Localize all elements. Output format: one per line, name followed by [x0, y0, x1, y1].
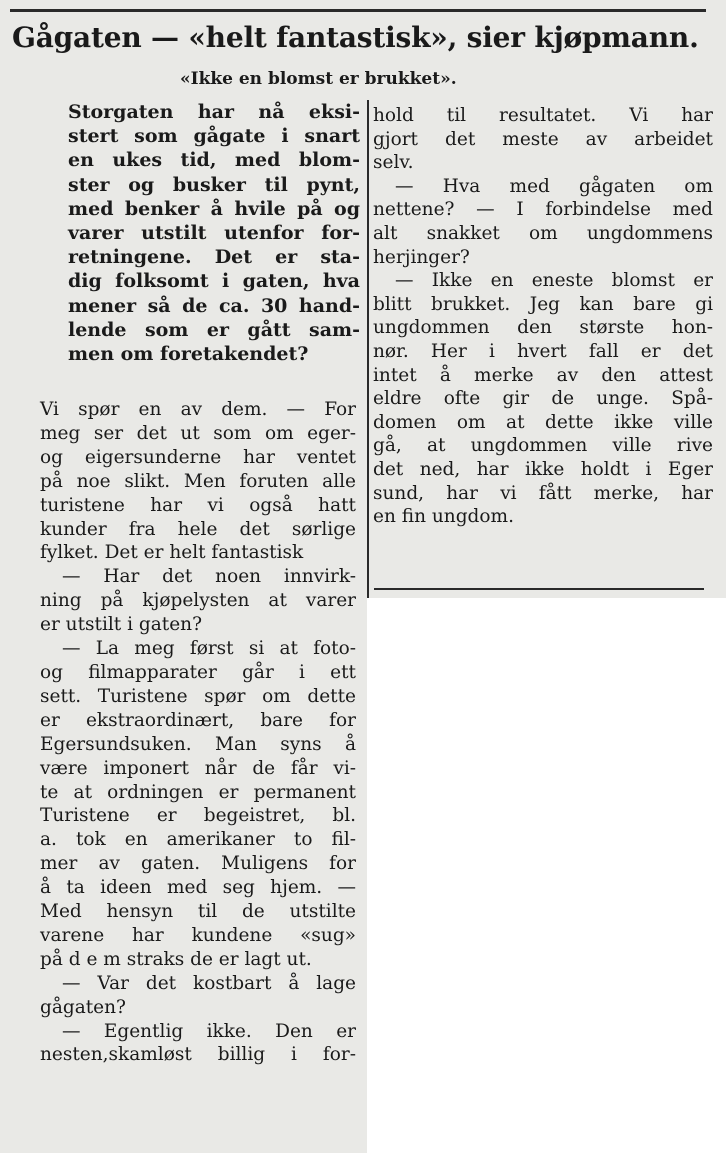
body-line: på d e m straks de er lagt ut. — [40, 948, 312, 970]
lead-line: retningene. Det er sta- — [68, 246, 360, 269]
body-line: — Hva med gågaten om — [395, 175, 713, 197]
lead-line: varer utstilt utenfor for- — [68, 222, 360, 245]
body-line: — Egentlig ikke. Den er — [62, 1020, 356, 1042]
body-line: domen om at dette ikke ville — [373, 411, 713, 433]
lead-line: med benker å hvile på og — [68, 197, 360, 220]
body-line: gå, at ungdommen ville rive — [373, 435, 713, 457]
body-line: — Ikke en eneste blomst er — [395, 270, 713, 292]
body-line: på noe slikt. Men foruten alle — [40, 470, 356, 492]
article-end-rule — [374, 588, 704, 590]
body-line: turistene har vi også hatt — [40, 494, 356, 516]
body-line: sund, har vi fått merke, har — [373, 482, 713, 504]
lead-line: en ukes tid, med blom- — [68, 149, 360, 172]
body-line: nesten,skamløst billig i for- — [40, 1044, 356, 1066]
body-line: er utstilt i gaten? — [40, 614, 202, 636]
body-line: herjinger? — [373, 246, 470, 268]
body-line: hold til resultatet. Vi har — [373, 105, 713, 126]
body-line: å ta ideen med seg hjem. — — [40, 877, 356, 899]
column-divider — [367, 100, 369, 598]
article-lead — [68, 100, 360, 366]
body-line: intet å merke av den attest — [373, 364, 713, 386]
body-line: — Var det kostbart å lage — [62, 972, 356, 994]
body-line: gågaten? — [40, 996, 126, 1018]
body-line: er ekstraordinært, bare for — [40, 709, 356, 731]
lead-line: lende som er gått sam- — [68, 318, 360, 341]
body-line: sett. Turistene spør om dette — [40, 685, 356, 707]
body-line: a. tok en amerikaner to fil- — [40, 829, 356, 851]
body-line: nettene? — I forbindelse med — [373, 199, 713, 221]
top-rule — [10, 9, 706, 12]
body-line: Egersundsuken. Man syns å — [40, 733, 356, 755]
body-line: mer av gaten. Muligens for — [40, 853, 356, 875]
body-line: Med hensyn til de utstilte — [40, 901, 356, 923]
body-line: Turistene er begeistret, bl. — [40, 805, 356, 827]
body-line: Vi spør en av dem. — For — [40, 399, 356, 420]
body-line: kunder fra hele det sørlige — [40, 518, 356, 540]
body-line: — Har det noen innvirk- — [62, 566, 356, 588]
body-line: fylket. Det er helt fantastisk — [40, 542, 304, 564]
article-column-1 — [40, 398, 356, 1067]
body-line: selv. — [373, 152, 414, 174]
body-line: eldre ofte gir de unge. Spå- — [373, 388, 713, 410]
lead-line: men om foretakendet? — [68, 343, 309, 366]
body-line: — La meg først si at foto- — [62, 638, 356, 660]
body-line: og eigersunderne har ventet — [40, 446, 356, 468]
lead-line: mener så de ca. 30 hand- — [68, 294, 360, 317]
body-line: og filmapparater går i ett — [40, 661, 356, 683]
lead-line: dig folksomt i gaten, hva — [68, 270, 360, 293]
article-subheadline: «Ikke en blomst er brukket». — [180, 69, 457, 89]
lead-line: ster og busker til pynt, — [68, 173, 360, 196]
body-line: meg ser det ut som om eger- — [40, 422, 356, 444]
body-line: ungdommen den største hon- — [373, 317, 713, 339]
body-line: det ned, har ikke holdt i Eger — [373, 458, 713, 480]
body-line: blitt brukket. Jeg kan bare gi — [373, 293, 713, 315]
body-line: nør. Her i hvert fall er det — [373, 340, 713, 362]
article-headline: Gågaten — «helt fantastisk», sier kjøpmann. — [12, 21, 699, 54]
article-column-2 — [373, 104, 713, 529]
body-line: alt snakket om ungdommens — [373, 222, 713, 244]
lead-line: stert som gågate i snart — [68, 125, 360, 148]
body-line: te at ordningen er permanent — [40, 781, 356, 803]
body-line: en fin ungdom. — [373, 506, 514, 528]
body-line: varene har kundene «sug» — [40, 924, 356, 946]
lead-line: Storgaten har nå eksi- — [68, 101, 360, 123]
body-line: ning på kjøpelysten at varer — [40, 590, 356, 612]
body-line: være imponert når de får vi- — [40, 757, 356, 779]
body-line: gjort det meste av arbeidet — [373, 128, 713, 150]
